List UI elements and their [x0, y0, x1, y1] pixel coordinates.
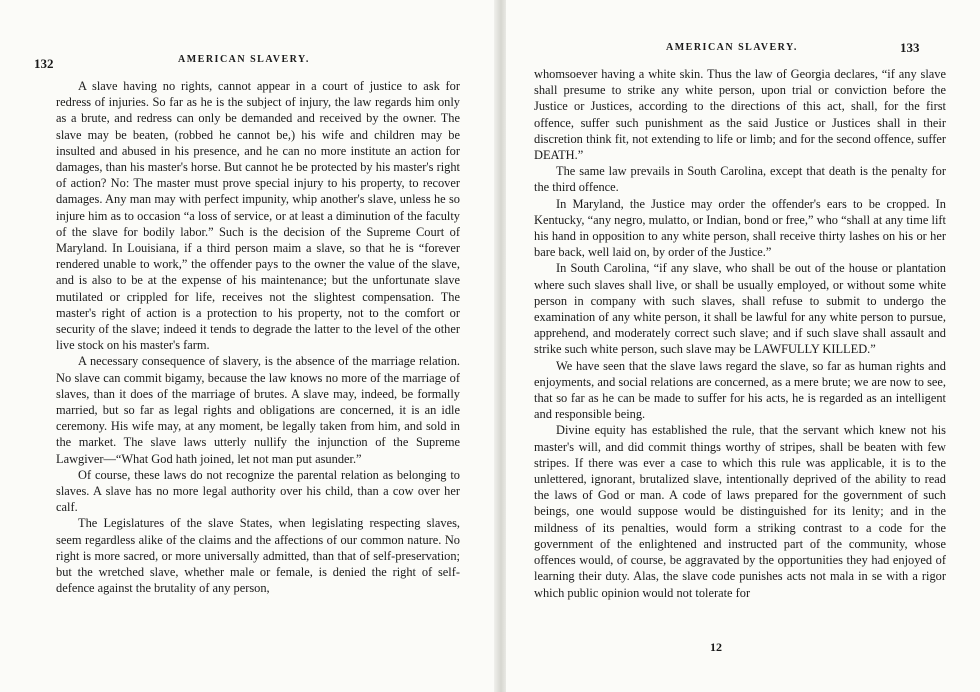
left-page-text — [56, 78, 460, 597]
left-page-number: 132 — [34, 56, 54, 71]
left-paragraph: A necessary consequence of slavery, is the absence of the marriage relation. No slave can commit bigamy, because the law knows no more of the marriage of slaves, than it does of the marriage of brutes. A slave may, indeed, be formally married, but so far as legal rights and obligations are concerned, it is an idle ceremony. His wife may, at any moment, be legally taken from him, and sold in the market. The slave laws utterly nullify the injunction of the Supreme Lawgiver—“What God hath joined, let not man put asunder.” — [56, 354, 460, 466]
left-paragraph: The Legislatures of the slave States, when legislating respecting slaves, seem regardless alike of the claims and the affections of our common nature. No right is more sacred, or more universally admitted, than that of self-preservation; but the wretched slave, whether male or female, is denied the right of self-defence against the brutality of any person, — [56, 516, 460, 596]
right-running-head: AMERICAN SLAVERY. — [666, 42, 798, 53]
right-paragraph: The same law prevails in South Carolina, except that death is the penalty for the third offence. — [534, 164, 946, 195]
right-paragraph: whomsoever having a white skin. Thus the law of Georgia declares, “if any slave shall presume to strike any white person, upon trial or conviction before the Justice or Justices, according to the directions of this act, shall, for the first offence, suffer such punishment as the said Justice or Justices shall in their discretion think fit, not extending to life or limb; and for the second offence, suffer DEATH.” — [534, 67, 946, 163]
right-paragraph: Divine equity has established the rule, that the servant which knew not his master's will, and did commit things worthy of stripes, shall be beaten with few stripes. If there was ever a case to which this rule was applicable, it is to the unlettered, ignorant, brutalized slave, intentionally deprived of the ability to read the laws of God or man. A code of laws prepared for the government of such beings, one would suppose would be distinguished for its lenity; and in the mildness of its penalties, would form a striking contrast to a code for the government of the enlightened and instructed part of the community, whose offences would, of course, be aggravated by the opportunities they had enjoyed of learning their duty. Alas, the slave code punishes acts not mala in se with a rigor which public opinion would not tolerate for — [534, 423, 946, 600]
left-paragraph: A slave having no rights, cannot appear in a court of justice to ask for redress of injuries. So far as he is the subject of injury, the law regards him only as a brute, and redress can only be demanded and received by the owner. The slave may be beaten, (robbed he cannot be,) his wife and children may be insulted and abused in his presence, and he can no more institute an action for damages, than his master's horse. But cannot he be protected by his master's right of action? No: The master must prove special injury to his property, to recover damages. Any man may with perfect impunity, whip another's slave, unless he so injure him as to occasion “a loss of service, or at least a diminution of the faculty of the slave for bodily labor.” Such is the decision of the Supreme Court of Maryland. In Louisiana, if a third person maim a slave, so that he is “forever rendered unable to work,” the offender pays to the owner the value of the slave, and is also to be at the expense of his maintenance; but the unfortunate slave mutilated or crippled for life, receives not the slightest compensation. The master's right of action is a protection to his property, not to the comfort or security of the slave; indeed it tends to degrade the latter to the level of the other live stock on his master's farm. — [56, 79, 460, 353]
printer-signature-mark: 12 — [710, 640, 722, 654]
left-running-head: AMERICAN SLAVERY. — [178, 54, 310, 65]
left-paragraph: Of course, these laws do not recognize the parental relation as belonging to slaves. A slave has no more legal authority over his child, than a cow over her calf. — [56, 467, 460, 515]
right-paragraph: In South Carolina, “if any slave, who shall be out of the house or plantation where such slaves shall live, or shall be usually employed, or without some white person in company with such slaves, shall refuse to submit to undergo the examination of any white person, it shall be lawful for any white person to pursue, apprehend, and moderately correct such slave; and if such slave shall assault and strike such white person, such slave may be LAWFULLY KILLED.” — [534, 261, 946, 357]
right-page-text — [534, 66, 946, 601]
right-page-number: 133 — [900, 40, 920, 55]
right-page — [506, 0, 980, 692]
right-paragraph: We have seen that the slave laws regard the slave, so far as human rights and enjoyments, and social relations are concerned, as a mere brute; we are now to see, that so far as he can be made to suffer for his acts, he is regarded as an intelligent and responsible being. — [534, 358, 946, 422]
right-paragraph: In Maryland, the Justice may order the offender's ears to be cropped. In Kentucky, “any negro, mulatto, or Indian, bond or free,” who “shall at any time lift his hand in opposition to any white person, shall receive thirty lashes on his or her bare back, well laid on, by order of the Justice.” — [534, 196, 946, 260]
